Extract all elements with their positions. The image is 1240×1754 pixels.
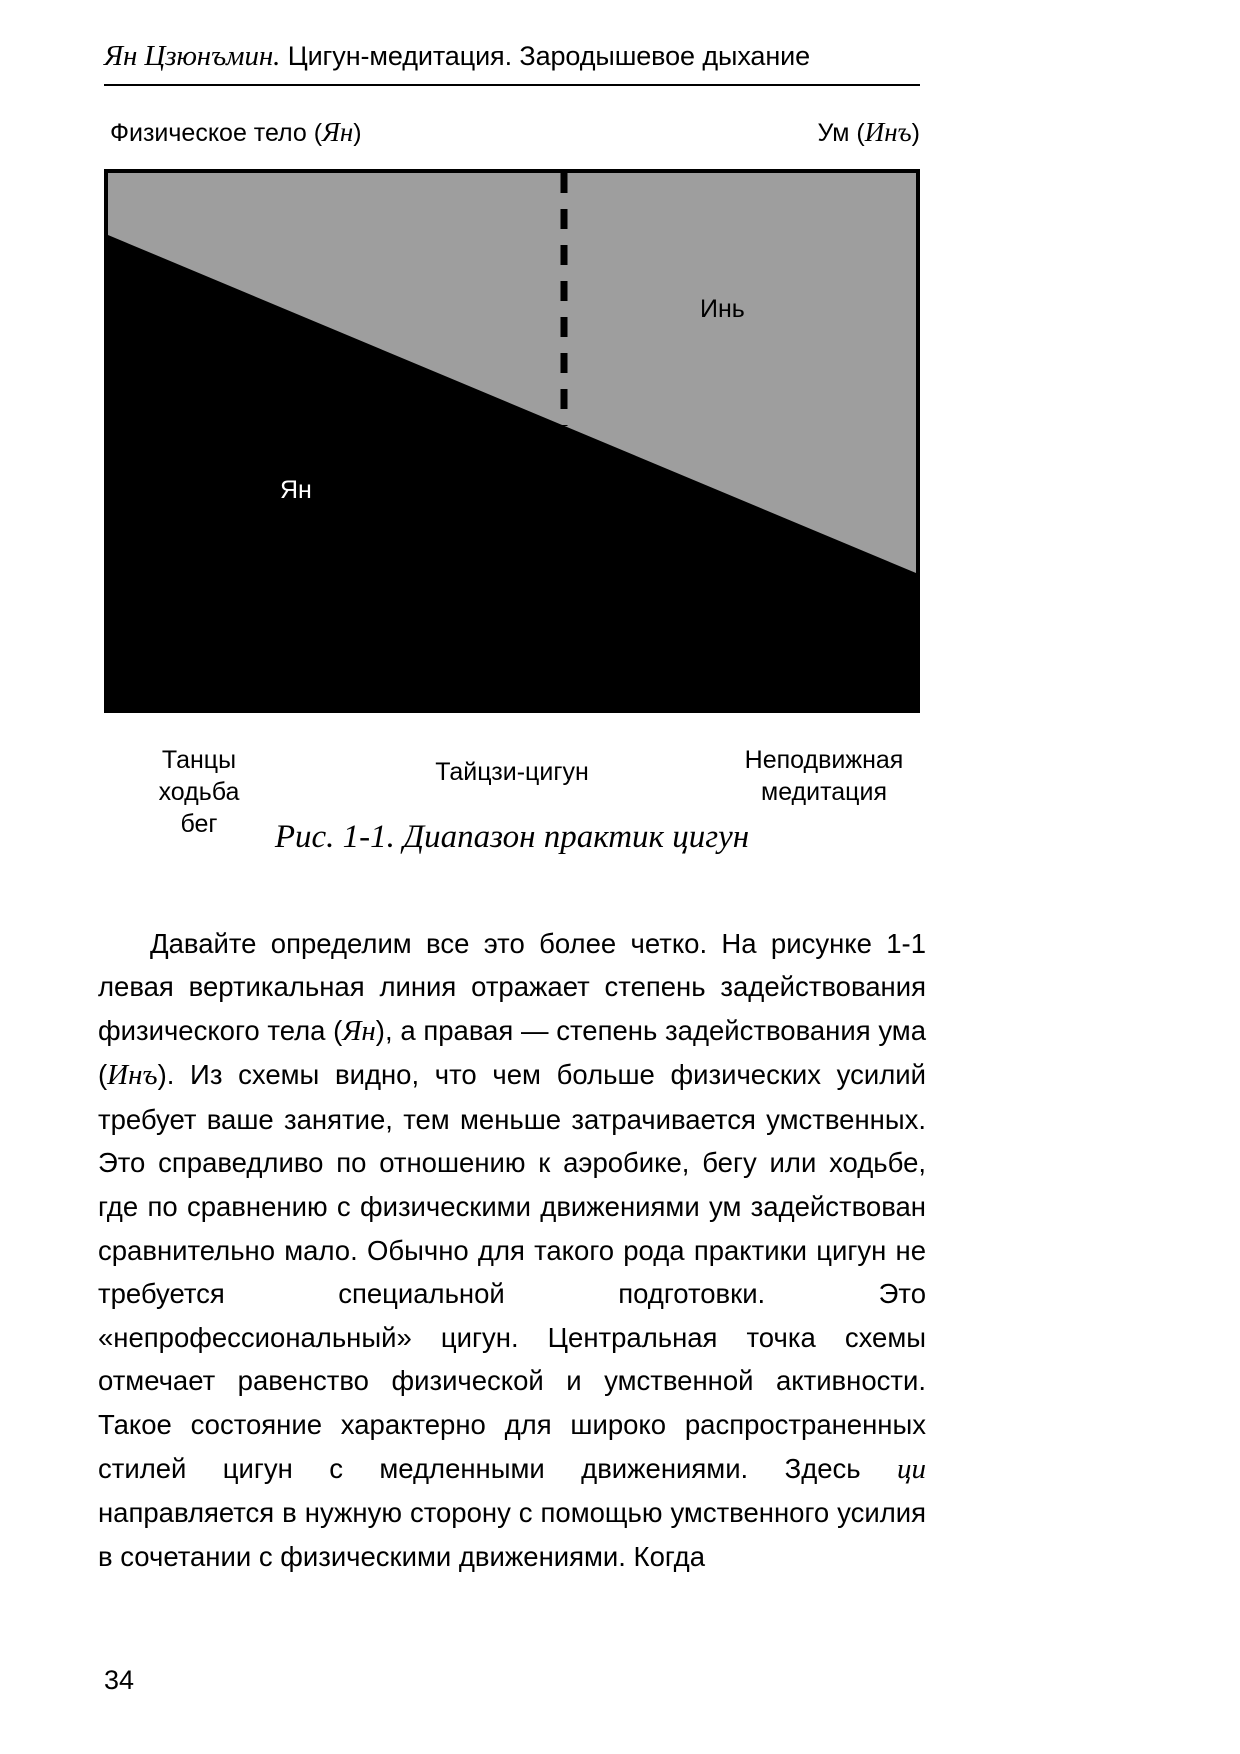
chart-plot-area	[104, 169, 920, 713]
region-label-yin: Инь	[700, 295, 745, 323]
region-label-yang: Ян	[280, 476, 312, 504]
chart-inner	[108, 173, 916, 709]
body-italic-yang: Ян	[342, 1014, 376, 1047]
x-axis-label-line-2: ходьба	[158, 778, 240, 806]
body-text-part-1: Давайте определим все это более четко. На рисунке 1-1 левая вертикальная линия отражает степень задействования физического тела (	[98, 927, 926, 1046]
axis-label-right-italic: Инъ	[864, 117, 912, 147]
axis-label-physical-body	[110, 117, 362, 148]
x-axis-label-taiji-qigong: Тайцзи-цигун	[435, 758, 589, 786]
axis-label-mind	[818, 117, 920, 148]
body-text-part-4: направляется в нужную сторону с помощью умственного усилия в сочетании с физическими движениями. Когда	[98, 1497, 926, 1572]
figure-caption: Рис. 1-1. Диапазон практик цигун	[274, 819, 750, 855]
body-text-part-2: ), а правая — степень задействования ума (	[98, 1014, 926, 1091]
running-head-title: Цигун-медитация. Зародышевое дыхание	[287, 41, 811, 71]
x-axis-label-line-2: медитация	[761, 778, 887, 806]
body-paragraph	[98, 922, 926, 1579]
page-number: 34	[104, 1665, 135, 1695]
axis-label-left-suffix: )	[353, 119, 362, 147]
body-italic-yin: Инъ	[107, 1059, 158, 1092]
axis-label-right-prefix: Ум (	[817, 119, 865, 147]
x-axis-label-line-3: бег	[180, 810, 218, 838]
x-axis-label-line-1: Неподвижная	[744, 746, 904, 774]
x-axis-label-line-1: Танцы	[161, 746, 237, 774]
running-head-author: Ян Цзюнъмин.	[104, 40, 281, 72]
body-text-part-3: ). Из схемы видно, что чем больше физических усилий требует ваше занятие, тем меньше затрачивается умственных. Это справедливо по отношению к аэробике, бегу или ходьбе, где по сравнению с физическими движениями ум задействован сравнительно мало. Обычно для такого рода практики цигун не требуется специальной подготовки. Это «непрофессиональный» цигун. Центральная точка схемы отмечает равенство физической и умственной активности. Такое состояние характерно для широко распространенных стилей цигун с медленными движениями. Здесь	[98, 1059, 926, 1484]
yin-yang-area-chart	[108, 173, 916, 709]
axis-label-left-italic: Ян	[322, 117, 354, 147]
body-italic-qi: ци	[897, 1452, 926, 1485]
axis-label-left-prefix: Физическое тело (	[110, 119, 323, 147]
x-axis-label-still-meditation	[726, 744, 922, 808]
axis-label-right-suffix: )	[911, 119, 920, 147]
